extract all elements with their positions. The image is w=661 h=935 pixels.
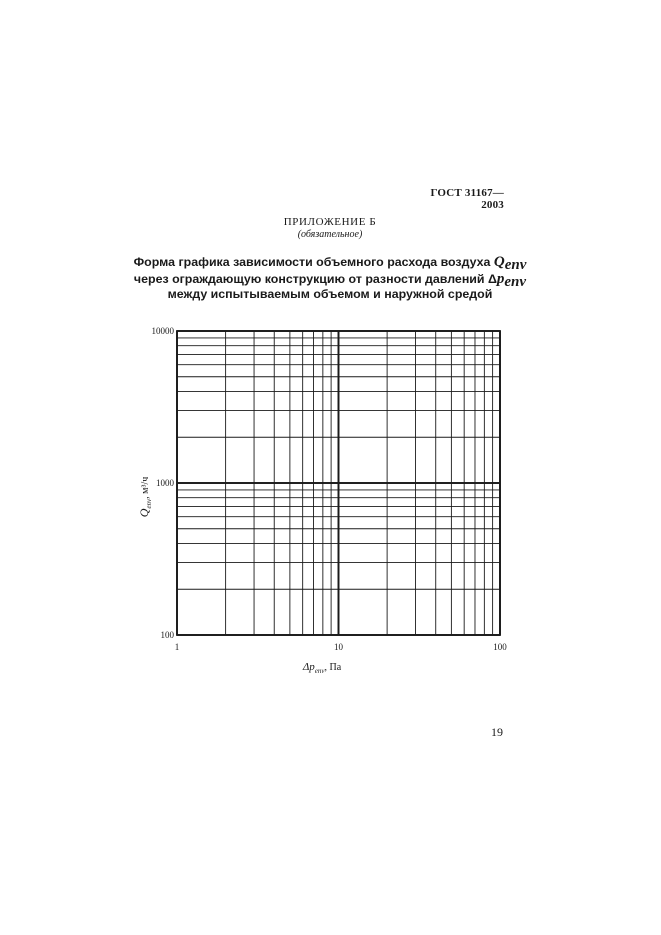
heading-text-2: через ограждающую конструкцию от разности давлений Δ bbox=[133, 272, 497, 286]
appendix-title: ПРИЛОЖЕНИЕ Б bbox=[283, 216, 377, 228]
y-tick-label: 100 bbox=[160, 630, 174, 640]
y-tick-label: 10000 bbox=[151, 326, 174, 336]
appendix-status: (обязательное) bbox=[297, 229, 363, 240]
heading-text-1: Форма графика зависимости объемного расхода воздуха bbox=[133, 255, 494, 269]
x-tick-label: 1 bbox=[174, 642, 180, 652]
x-axis-label: $\Delta p_{env}$, Па bbox=[302, 661, 342, 675]
x-tick-label: 100 bbox=[493, 642, 507, 652]
document-code: ГОСТ 31167—2003 bbox=[430, 187, 504, 211]
y-tick-label: 1000 bbox=[156, 478, 174, 488]
flow-rate-subscript: env bbox=[504, 257, 527, 274]
y-axis-label: $Q_{env}$, м³/ч bbox=[137, 476, 153, 518]
flow-rate-symbol: Q bbox=[493, 254, 505, 270]
pressure-symbol: p bbox=[496, 271, 505, 287]
x-tick-label: 10 bbox=[334, 642, 343, 652]
tick-labels bbox=[152, 326, 508, 652]
figure-heading-line-3: между испытываемым объемом и наружной средой bbox=[167, 287, 493, 301]
pressure-subscript: env bbox=[504, 274, 527, 291]
page-number: 19 bbox=[491, 725, 503, 739]
